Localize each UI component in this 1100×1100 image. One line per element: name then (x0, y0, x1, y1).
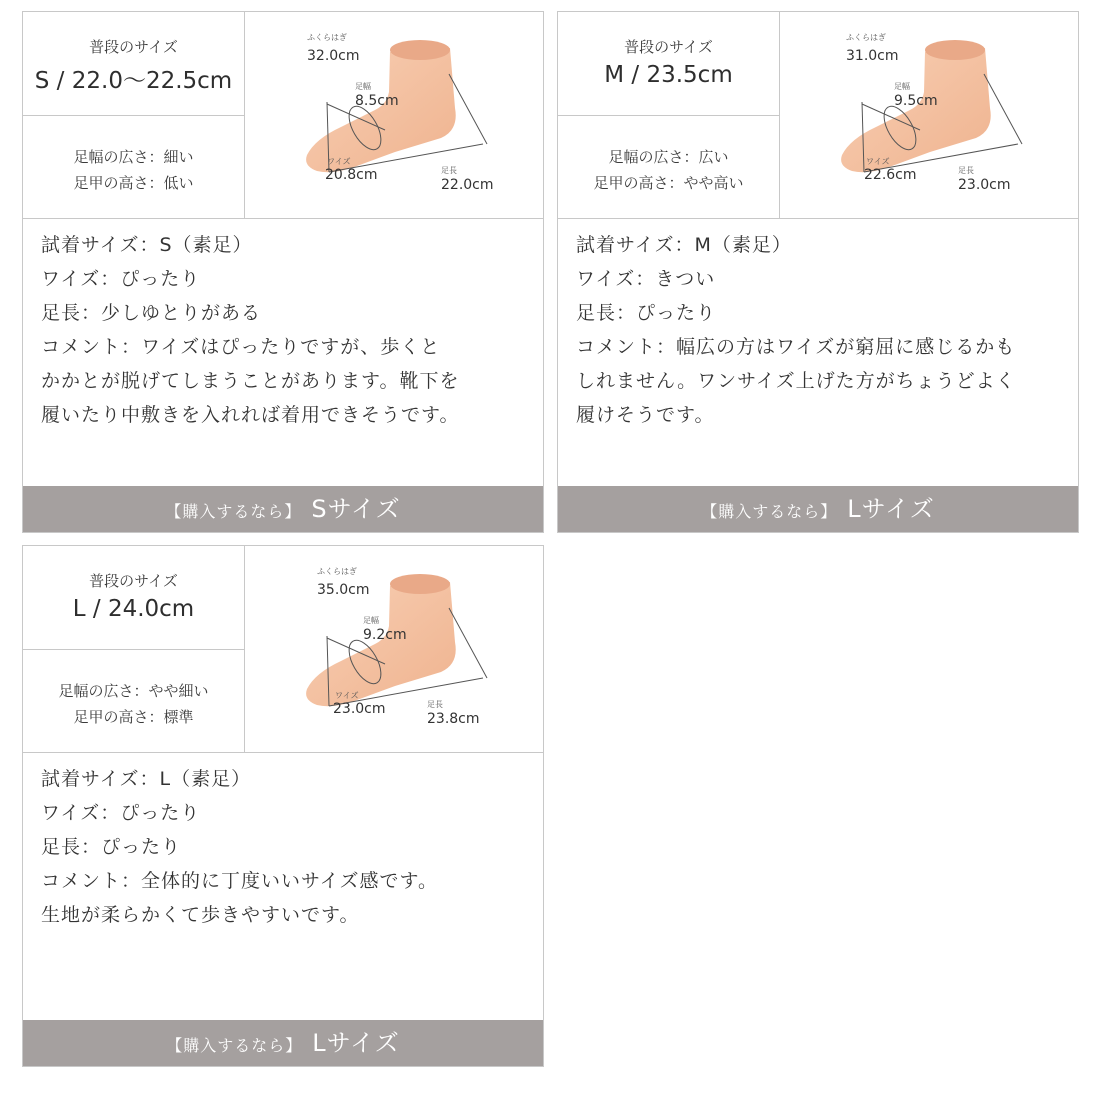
usual-size-value: M / 23.5cm (604, 62, 733, 88)
size-review-card (22, 545, 544, 1067)
foot-illustration (245, 546, 543, 753)
usual-size-value: L / 24.0cm (72, 596, 195, 622)
wise-label: ワイズ (327, 157, 351, 166)
usual-size-label: 普段のサイズ (89, 572, 178, 590)
recommended-size-bar (558, 486, 1078, 532)
wise-value: 22.6cm (864, 167, 917, 183)
review-text (23, 219, 543, 485)
foot-length-label: 足長 (441, 166, 457, 175)
foot-width-feature: 足幅の広さ：やや細い (58, 682, 209, 700)
review-line: コメント：幅広の方はワイズが窮屈に感じるかも (576, 336, 1016, 358)
calf-label: ふくらはぎ (307, 33, 347, 42)
usual-size-cell (23, 546, 245, 650)
review-text (23, 753, 543, 1019)
foot-width-label: 足幅 (363, 616, 379, 625)
foot-width-value: 9.5cm (894, 93, 938, 109)
calf-value: 32.0cm (307, 48, 360, 64)
wise-label: ワイズ (866, 157, 890, 166)
calf-value: 31.0cm (846, 48, 899, 64)
foot-features-cell (23, 650, 245, 753)
review-line: かかとが脱げてしまうことがあります。靴下を (41, 370, 460, 392)
usual-size-cell (558, 12, 780, 116)
foot-width-feature: 足幅の広さ：広い (608, 148, 729, 166)
review-line: しれません。ワンサイズ上げた方がちょうどよく (576, 370, 1016, 392)
review-line: 生地が柔らかくて歩きやすいです。 (41, 904, 360, 926)
review-line: コメント：全体的に丁度いいサイズ感です。 (41, 870, 438, 892)
recommended-size: Sサイズ (311, 495, 401, 523)
review-line: コメント：ワイズはぴったりですが、歩くと (41, 336, 441, 358)
review-line: 試着サイズ：S（素足） (41, 234, 253, 256)
recommended-size-bar (23, 1020, 543, 1066)
foot-measurement-diagram (245, 546, 543, 753)
instep-height-feature: 足甲の高さ：標準 (73, 708, 194, 726)
foot-illustration (245, 12, 543, 219)
foot-measurement-diagram (780, 12, 1078, 219)
recommend-prefix: 【購入するなら】 (165, 502, 302, 521)
foot-illustration (780, 12, 1078, 219)
foot-features-cell (23, 116, 245, 219)
foot-width-feature: 足幅の広さ：細い (73, 148, 194, 166)
recommend-prefix: 【購入するなら】 (166, 1036, 303, 1055)
review-text (558, 219, 1078, 485)
wise-label: ワイズ (335, 691, 359, 700)
foot-measurement-diagram (245, 12, 543, 219)
recommend-prefix: 【購入するなら】 (701, 502, 838, 521)
calf-label: ふくらはぎ (846, 33, 886, 42)
foot-width-value: 9.2cm (363, 627, 407, 643)
foot-features-cell (558, 116, 780, 219)
size-review-card (22, 11, 544, 533)
recommended-size: Lサイズ (847, 495, 935, 523)
foot-width-value: 8.5cm (355, 93, 399, 109)
usual-size-cell (23, 12, 245, 116)
instep-height-feature: 足甲の高さ：低い (73, 174, 194, 192)
foot-width-label: 足幅 (355, 82, 371, 91)
calf-label: ふくらはぎ (317, 567, 357, 576)
review-line: 足長：少しゆとりがある (41, 302, 262, 324)
usual-size-label: 普段のサイズ (89, 38, 178, 56)
usual-size-value: S / 22.0〜22.5cm (34, 68, 233, 94)
calf-value: 35.0cm (317, 582, 370, 598)
instep-height-feature: 足甲の高さ：やや高い (593, 174, 744, 192)
review-line: ワイズ：ぴったり (41, 802, 201, 824)
review-line: 試着サイズ：M（素足） (576, 234, 792, 256)
foot-length-label: 足長 (427, 700, 443, 709)
wise-value: 23.0cm (333, 701, 386, 717)
review-line: 履けそうです。 (576, 404, 715, 426)
usual-size-label: 普段のサイズ (624, 38, 713, 56)
size-review-card (557, 11, 1079, 533)
review-line: ワイズ：ぴったり (41, 268, 201, 290)
foot-length-label: 足長 (958, 166, 974, 175)
review-line: 足長：ぴったり (41, 836, 182, 858)
foot-length-value: 23.8cm (427, 711, 480, 727)
foot-length-value: 22.0cm (441, 177, 494, 193)
review-line: 履いたり中敷きを入れれば着用できそうです。 (41, 404, 460, 426)
foot-width-label: 足幅 (894, 82, 910, 91)
review-line: 試着サイズ：L（素足） (41, 768, 252, 790)
review-line: 足長：ぴったり (576, 302, 717, 324)
wise-value: 20.8cm (325, 167, 378, 183)
recommended-size-bar (23, 486, 543, 532)
review-line: ワイズ：きつい (576, 268, 716, 290)
foot-length-value: 23.0cm (958, 177, 1011, 193)
recommended-size: Lサイズ (312, 1029, 400, 1057)
